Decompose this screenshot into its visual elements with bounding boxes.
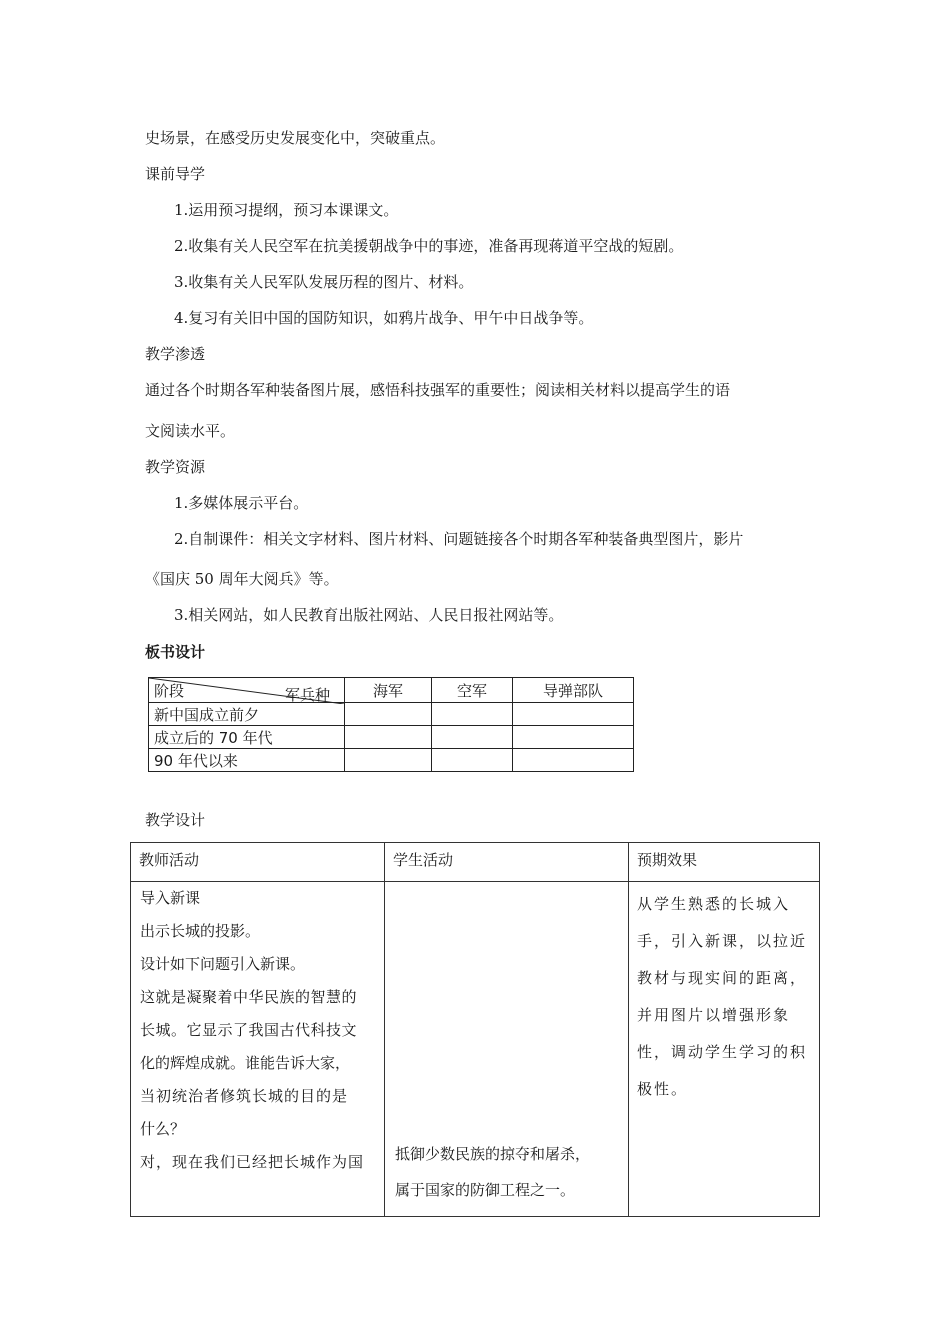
- resources-item-2-line-2: 《国庆 50 周年大阅兵》等。: [145, 570, 339, 588]
- board-header-row: [149, 678, 634, 703]
- intro-paragraph: 史场景，在感受历史发展变化中，突破重点。: [145, 129, 446, 147]
- effect-line: 并用图片以增强形象: [637, 1006, 791, 1024]
- infiltration-text-line-2: 文阅读水平。: [145, 422, 236, 440]
- board-cell: [513, 749, 634, 772]
- board-header-missile: 导弹部队: [513, 678, 634, 703]
- board-cell: [345, 749, 432, 772]
- teacher-line: 化的辉煌成就。谁能告诉大家，: [140, 1054, 351, 1072]
- section-heading-resources: 教学资源: [145, 458, 206, 476]
- resources-item-3: 3.相关网站，如人民教育出版社网站、人民日报社网站等。: [174, 606, 564, 624]
- resources-item-1: 1.多媒体展示平台。: [174, 494, 309, 512]
- effect-line: 性，调动学生学习的积: [637, 1043, 808, 1061]
- teacher-line: 长城。它显示了我国古代科技文: [140, 1021, 358, 1039]
- board-corner-left-label: 阶段: [154, 682, 185, 700]
- board-corner-right-label: 军兵种: [284, 686, 330, 704]
- board-cell: [432, 703, 513, 726]
- board-row: [149, 703, 634, 726]
- teacher-activity-cell: [131, 882, 385, 1217]
- student-activity-cell: [385, 882, 629, 1217]
- infiltration-text-line-1: 通过各个时期各军种装备图片展，感悟科技强军的重要性；阅读相关材料以提高学生的语: [145, 381, 731, 399]
- teacher-line: 什么？: [140, 1120, 186, 1138]
- preview-item-4: 4.复习有关旧中国的国防知识，如鸦片战争、甲午中日战争等。: [174, 309, 594, 327]
- teacher-line: 这就是凝聚着中华民族的智慧的: [140, 988, 358, 1006]
- teaching-design-table: [130, 842, 820, 1217]
- board-cell: [432, 726, 513, 749]
- preview-item-3: 3.收集有关人民军队发展历程的图片、材料。: [174, 273, 474, 291]
- board-cell: [345, 703, 432, 726]
- preview-item-2: 2.收集有关人民空军在抗美援朝战争中的事迹，准备再现蒋道平空战的短剧。: [174, 237, 684, 255]
- design-header-effect: 预期效果: [629, 843, 820, 882]
- board-cell: [513, 703, 634, 726]
- effect-line: 从学生熟悉的长城入: [637, 895, 791, 913]
- board-cell: [513, 726, 634, 749]
- resources-item-2-line-1: 2.自制课件：相关文字材料、图片材料、问题链接各个时期各军种装备典型图片，影片: [174, 530, 744, 548]
- teacher-line: 当初统治者修筑长城的目的是: [140, 1087, 349, 1105]
- board-corner-cell: [149, 678, 345, 703]
- effect-line: 手，引入新课，以拉近: [637, 932, 808, 950]
- teacher-line: 导入新课: [140, 889, 201, 907]
- design-header-row: [131, 843, 820, 882]
- preview-item-1: 1.运用预习提纲，预习本课课文。: [174, 201, 399, 219]
- design-body-row: [131, 882, 820, 1217]
- student-line: 属于国家的防御工程之一。: [395, 1181, 576, 1199]
- effect-line: 极性。: [637, 1080, 689, 1098]
- board-header-navy: 海军: [345, 678, 432, 703]
- expected-effect-cell: [629, 882, 820, 1217]
- effect-line: 教材与现实间的距离，: [637, 969, 808, 987]
- board-header-airforce: 空军: [432, 678, 513, 703]
- board-cell: [345, 726, 432, 749]
- board-row-label: 新中国成立前夕: [149, 703, 345, 726]
- section-heading-preview: 课前导学: [145, 165, 206, 183]
- board-row: [149, 726, 634, 749]
- section-heading-board: 板书设计: [145, 643, 206, 661]
- design-header-teacher: 教师活动: [131, 843, 385, 882]
- student-line: 抵御少数民族的掠夺和屠杀，: [395, 1145, 591, 1163]
- teacher-line: 对，现在我们已经把长城作为国: [140, 1153, 365, 1171]
- section-heading-design: 教学设计: [145, 811, 206, 829]
- teacher-line: 设计如下问题引入新课。: [140, 955, 306, 973]
- teacher-line: 出示长城的投影。: [140, 922, 261, 940]
- board-design-table: [148, 677, 634, 772]
- board-row-label: 90 年代以来: [149, 749, 345, 772]
- design-header-student: 学生活动: [385, 843, 629, 882]
- board-cell: [432, 749, 513, 772]
- section-heading-infiltration: 教学渗透: [145, 345, 206, 363]
- board-row: [149, 749, 634, 772]
- board-row-label: 成立后的 70 年代: [149, 726, 345, 749]
